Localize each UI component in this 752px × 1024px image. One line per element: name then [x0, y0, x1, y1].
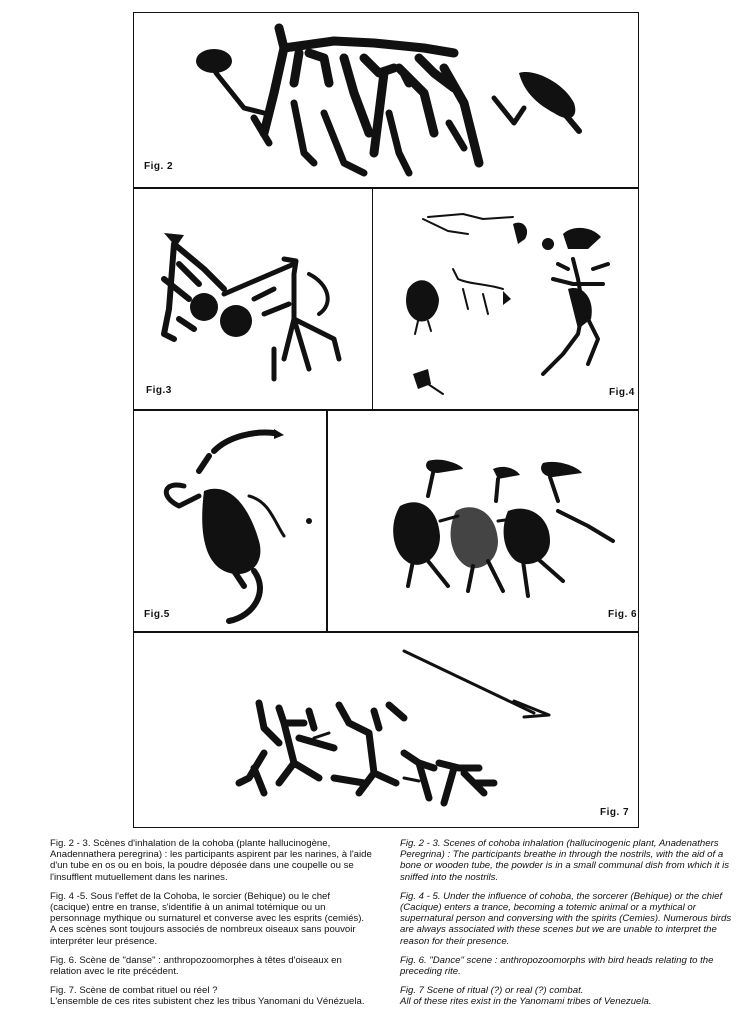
figure-7-panel [133, 632, 639, 828]
figure-7-label: Fig. 7 [600, 807, 630, 818]
figure-7-drawing [134, 633, 640, 829]
caption-fr-summary: L'ensemble de ces rites subistent chez les tribus Yanomani du Vénézuela. [50, 996, 365, 1008]
caption-en-fig6: Fig. 6. "Dance" scene : anthropozoomorphs with bird heads relating to the preceding rite. [400, 954, 714, 978]
figure-3-drawing [134, 189, 374, 411]
figure-3-label: Fig.3 [146, 385, 172, 396]
figure-2-label: Fig. 2 [144, 161, 174, 172]
caption-en-fig4-5: Fig. 4 - 5. Under the influence of cohoba, the sorcerer (Behique) or the chief (Cacique) enters a trance, becoming a totemic animal or a mythical or supernatural person and conversing with the spirits (Cemies). Numerous birds are always associated with these scenes but we are unable to interpret the reason for their presence. [400, 890, 732, 947]
caption-fr-fig4-5: Fig. 4 -5. Sous l'effet de la Cohoba, le sorcier (Behique) ou le chef (cacique) entre en transe, s'identifie à un animal totémique ou un personnage mythique ou surnaturel et converse avec les esprits (cemiés). A ces scènes sont toujours associés de nombreux oiseaux sans pouvoir interpréter leur présence. [50, 890, 365, 947]
figure-5-panel [133, 410, 327, 632]
figure-4-label: Fig.4 [609, 387, 635, 398]
figure-4-drawing [373, 189, 640, 411]
figure-6-drawing [328, 411, 640, 633]
figure-5-drawing [134, 411, 328, 633]
figure-6-panel [327, 410, 639, 632]
caption-english [400, 838, 736, 1016]
figure-5-label: Fig.5 [144, 609, 170, 620]
caption-en-fig2-3: Fig. 2 - 3. Scenes of cohoba inhalation (hallucinogenic plant, Anadenathers Peregrina) : The participants breathe in through the nostrils, with the aid of a bone or wooden tube, the powder is in a small communal dish from which it is sniffed into the nostrils. [400, 838, 730, 883]
caption-en-fig7: Fig. 7 Scene of ritual (?) or real (?) combat. [400, 985, 584, 997]
caption-fr-fig6: Fig. 6. Scène de "danse" : anthropozoomorphes à têtes d'oiseaux en relation avec le rite précédent. [50, 954, 342, 978]
figure-2-drawing [134, 13, 640, 189]
caption-fr-fig2-3: Fig. 2 - 3. Scènes d'inhalation de la cohoba (plante hallucinogène, Anadennathera peregrina) : les participants aspirent par les narines, à l'aide d'un tube en os ou en bois, la poudre déposée dans une coupelle ou se l'insufflent mutuellement dans les narines. [50, 838, 372, 883]
figure-4-panel [372, 188, 639, 410]
caption-en-summary: All of these rites exist in the Yanomami tribes of Venezuela. [400, 996, 652, 1008]
figure-2-panel [133, 12, 639, 188]
figure-6-label: Fig. 6 [608, 609, 638, 620]
figure-3-panel [133, 188, 373, 410]
caption-fr-fig7: Fig. 7. Scène de combat rituel ou réel ? [50, 985, 218, 997]
caption-french [50, 838, 372, 1016]
